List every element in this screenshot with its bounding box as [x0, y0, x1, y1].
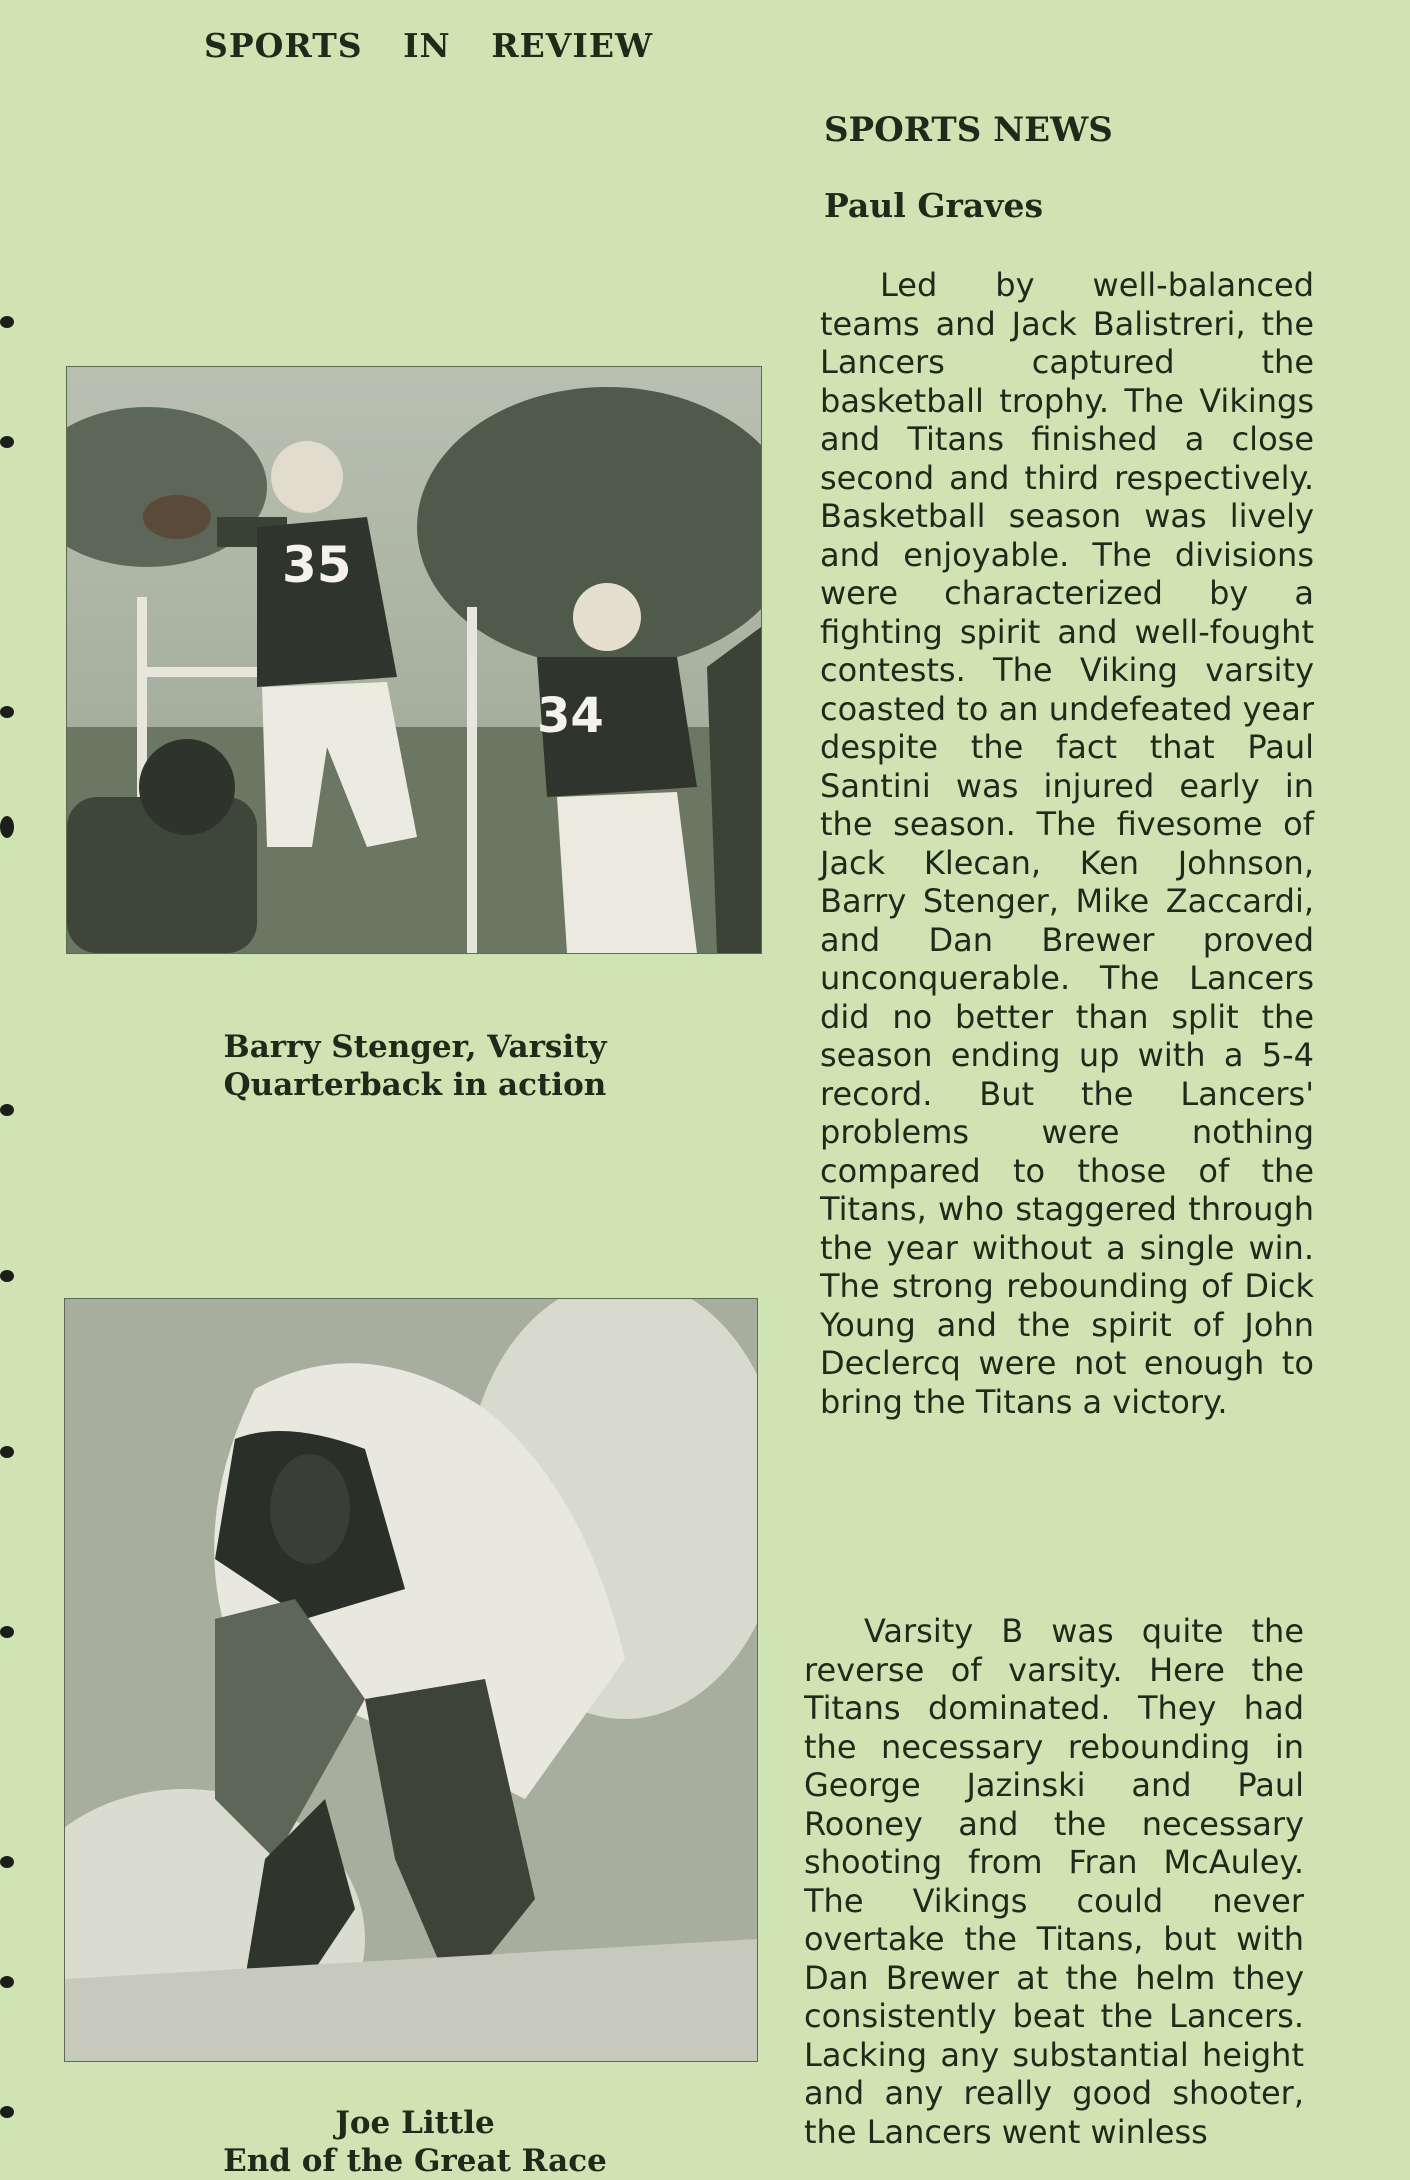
binding-mark	[0, 1446, 14, 1458]
article-author: Paul Graves	[824, 186, 1044, 225]
caption-line: Barry Stenger, Varsity	[223, 1029, 607, 1065]
paragraph-text: Varsity B was quite the reverse of varsity. Here the Titans dominated. They had the necessary rebounding in George Jazinski and Paul Rooney and the necessary shooting from Fran McAuley. The Vikings could never overtake the Titans, but with Dan Brewer at the helm they consistently beat the Lancers. Lacking any substantial height and any really good shooter, the Lancers went winless	[804, 1612, 1304, 2151]
binding-mark	[0, 316, 14, 328]
binding-mark	[0, 816, 14, 838]
binding-mark	[0, 2106, 14, 2118]
paragraph-text: Led by well-balanced teams and Jack Balistreri, the Lancers captured the basketball trophy. The Vikings and Titans finished a close second and third respectively. Basketball season was lively and enjoyable. The divisions were characterized by a fighting spirit and well-fought contests. The Viking varsity coasted to an undefeated year despite the fact that Paul Santini was injured early in the season. The fivesome of Jack Klecan, Ken Johnson, Barry Stenger, Mike Zaccardi, and Dan Brewer proved unconquerable. The Lancers did no better than split the season ending up with a 5-4 record. But the Lancers' problems were nothing compared to those of the Titans, who staggered through the year without a single win. The strong rebounding of Dick Young and the spirit of John Declercq were not enough to bring the Titans a victory.	[820, 266, 1314, 1421]
page-header: SPORTS IN REVIEW	[204, 26, 654, 65]
binding-mark	[0, 1104, 14, 1116]
binding-mark	[0, 1976, 14, 1988]
football-photo	[66, 366, 762, 954]
photo-caption	[120, 1028, 710, 1104]
binding-mark	[0, 1856, 14, 1868]
caption-line: End of the Great Race	[223, 2143, 607, 2179]
binding-mark	[0, 436, 14, 448]
article-paragraph	[820, 266, 1314, 1421]
photo-caption	[120, 2104, 710, 2180]
article-paragraph	[804, 1612, 1304, 2168]
binding-mark	[0, 1626, 14, 1638]
binding-mark	[0, 1270, 14, 1282]
caption-line: Quarterback in action	[223, 1067, 607, 1103]
caption-line: Joe Little	[335, 2105, 495, 2141]
binding-mark	[0, 706, 14, 718]
jersey-number-front: 35	[282, 536, 352, 594]
runner-photo	[64, 1298, 758, 2062]
section-title: SPORTS NEWS	[824, 110, 1113, 150]
jersey-number-back: 34	[537, 688, 604, 744]
